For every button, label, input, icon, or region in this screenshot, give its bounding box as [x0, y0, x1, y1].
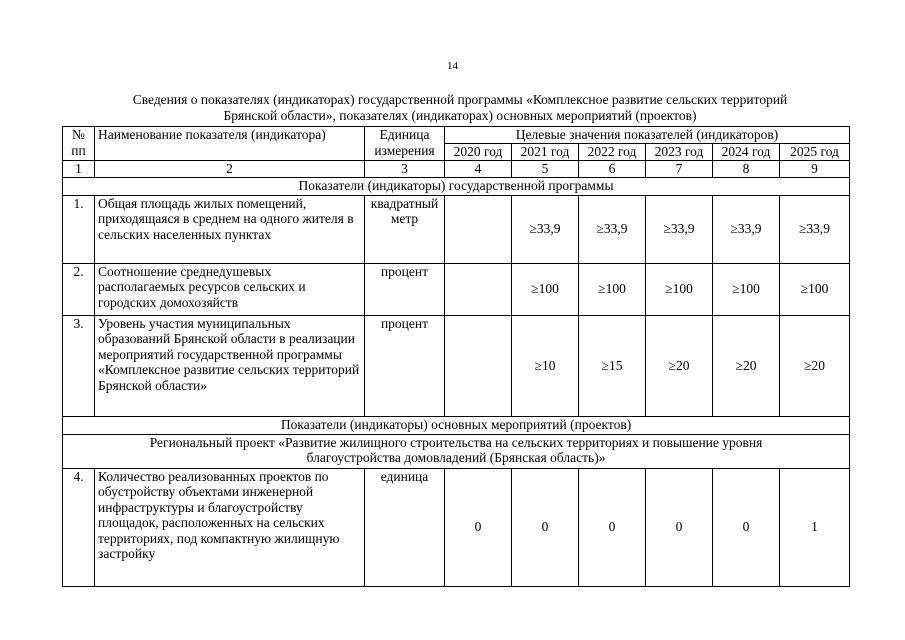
- column-numbers-row: [63, 161, 850, 178]
- year-2023: 2023 год: [646, 144, 713, 161]
- row-indicator-name: Соотношение среднедушевых располагаемых ресурсов сельских и городских домохозяйств: [95, 263, 365, 315]
- row-value: ≥33,9: [646, 195, 713, 263]
- row-value: ≥15: [579, 315, 646, 416]
- row-value: ≥100: [713, 263, 780, 315]
- section-row: [63, 177, 850, 195]
- row-value: [445, 195, 512, 263]
- year-2020: 2020 год: [445, 144, 512, 161]
- row-value: 0: [713, 468, 780, 586]
- row-num: 1.: [63, 195, 95, 263]
- row-value: 0: [579, 468, 646, 586]
- col-number: 7: [646, 161, 713, 178]
- year-2025: 2025 год: [780, 144, 850, 161]
- table-row: [63, 263, 850, 315]
- row-value: 0: [445, 468, 512, 586]
- row-value: ≥100: [512, 263, 579, 315]
- header-num-line1: №: [72, 127, 85, 142]
- project-row: [63, 434, 850, 468]
- table-row: [63, 468, 850, 586]
- row-value: ≥33,9: [579, 195, 646, 263]
- header-name: Наименование показателя (индикатора): [95, 127, 365, 161]
- col-number: 3: [365, 161, 445, 178]
- row-indicator-name: Общая площадь жилых помещений, приходящаяся в среднем на одного жителя в сельских населенных пунктах: [95, 195, 365, 263]
- regional-project-title: [63, 434, 850, 468]
- section-title-activities: Показатели (индикаторы) основных мероприятий (проектов): [63, 416, 850, 434]
- row-num: 4.: [63, 468, 95, 586]
- row-unit: квадратный метр: [365, 195, 445, 263]
- row-value: 1: [780, 468, 850, 586]
- project-title-line1: Региональный проект «Развитие жилищного строительства на сельских территориях и повышение уровня: [149, 434, 763, 450]
- col-number: 2: [95, 161, 365, 178]
- col-number: 1: [63, 161, 95, 178]
- row-value: ≥20: [780, 315, 850, 416]
- header-unit: [365, 127, 445, 161]
- row-value: ≥100: [579, 263, 646, 315]
- row-unit: процент: [365, 315, 445, 416]
- row-value: 0: [512, 468, 579, 586]
- row-value: 0: [646, 468, 713, 586]
- row-value: ≥33,9: [512, 195, 579, 263]
- col-number: 9: [780, 161, 850, 178]
- row-value: ≥33,9: [713, 195, 780, 263]
- row-value: ≥20: [713, 315, 780, 416]
- header-unit-line1: Единица: [379, 127, 430, 142]
- row-value: ≥20: [646, 315, 713, 416]
- header-row-1: [63, 127, 850, 144]
- section-row: [63, 416, 850, 434]
- row-indicator-name: Уровень участия муниципальных образований Брянской области в реализации мероприятий государственной программы «Комплексное развитие сельских территорий Брянской области»: [95, 315, 365, 416]
- title-line-2: Брянской области», показателях (индикаторах) основных мероприятий (проектов): [223, 108, 697, 123]
- row-unit: процент: [365, 263, 445, 315]
- header-unit-line2: измерения: [374, 142, 435, 158]
- row-num: 3.: [63, 315, 95, 416]
- header-num: [63, 127, 95, 161]
- row-value: ≥100: [646, 263, 713, 315]
- year-2024: 2024 год: [713, 144, 780, 161]
- year-2021: 2021 год: [512, 144, 579, 161]
- row-value: ≥100: [780, 263, 850, 315]
- row-unit: единица: [365, 468, 445, 586]
- indicators-table: [62, 126, 850, 587]
- row-value: [445, 315, 512, 416]
- title-line-1: Сведения о показателях (индикаторах) государственной программы «Комплексное развитие сельских территорий: [132, 92, 788, 107]
- row-value: [445, 263, 512, 315]
- year-2022: 2022 год: [579, 144, 646, 161]
- col-number: 6: [579, 161, 646, 178]
- col-number: 8: [713, 161, 780, 178]
- page-number: 14: [447, 60, 458, 72]
- row-value: ≥33,9: [780, 195, 850, 263]
- col-number: 5: [512, 161, 579, 178]
- col-number: 4: [445, 161, 512, 178]
- header-targets: Целевые значения показателей (индикаторов): [445, 127, 850, 144]
- project-title-line2: благоустройства домовладений (Брянская область)»: [306, 450, 606, 465]
- row-num: 2.: [63, 263, 95, 315]
- table-row: [63, 195, 850, 263]
- document-title: [70, 92, 850, 124]
- table-row: [63, 315, 850, 416]
- section-title-program: Показатели (индикаторы) государственной программы: [63, 177, 850, 195]
- row-indicator-name: Количество реализованных проектов по обустройству объектами инженерной инфраструктуры и благоустройству площадок, расположенных на сельских территориях, под компактную жилищную застройку: [95, 468, 365, 586]
- header-num-line2: пп: [71, 142, 86, 158]
- row-value: ≥10: [512, 315, 579, 416]
